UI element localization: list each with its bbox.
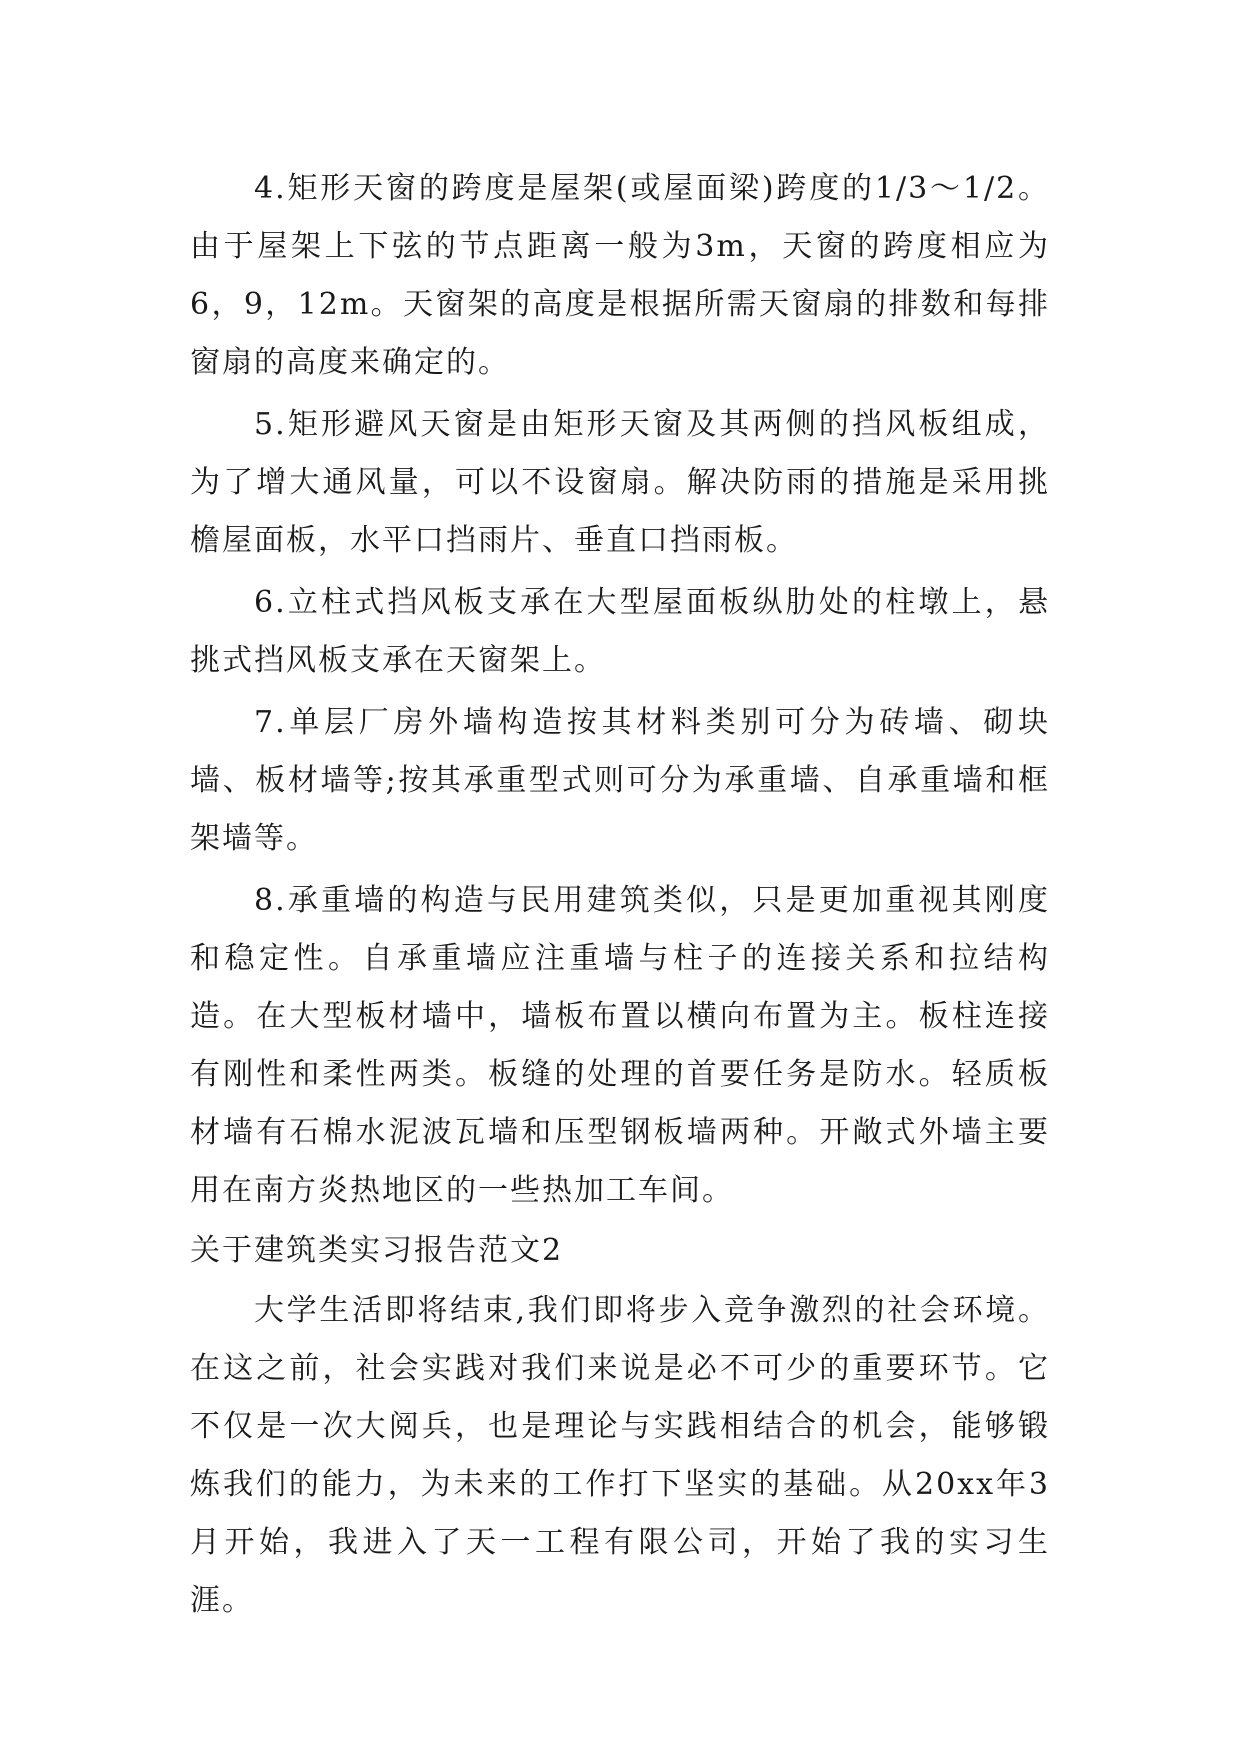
paragraph-item-8: 8.承重墙的构造与民用建筑类似，只是更加重视其刚度和稳定性。自承重墙应注重墙与柱子的连接关系和拉结构造。在大型板材墙中，墙板布置以横向布置为主。板柱连接有刚性和柔性两类。板缝的处理的首要任务是防水。轻质板材墙有石棉水泥波瓦墙和压型钢板墙两种。开敞式外墙主要用在南方炎热地区的一些热加工车间。 [190,883,1050,1208]
paragraph-item-5: 5.矩形避风天窗是由矩形天窗及其两侧的挡风板组成，为了增大通风量，可以不设窗扇。解决防雨的措施是采用挑檐屋面板，水平口挡雨片、垂直口挡雨板。 [190,407,1050,558]
paragraph-intro: 大学生活即将结束,我们即将步入竞争激烈的社会环境。在这之前，社会实践对我们来说是必不可少的重要环节。它不仅是一次大阅兵，也是理论与实践相结合的机会，能够锻炼我们的能力，为未来的工作打下坚实的基础。从20xx年3月开始，我进入了天一工程有限公司，开始了我的实习生涯。 [190,1293,1050,1618]
document-page [190,160,1050,1630]
paragraph-item-4: 4.矩形天窗的跨度是屋架(或屋面梁)跨度的1/3～1/2。由于屋架上下弦的节点距离一般为3m，天窗的跨度相应为6，9，12m。天窗架的高度是根据所需天窗扇的排数和每排窗扇的高度来确定的。 [190,171,1050,380]
paragraph-item-7: 7.单层厂房外墙构造按其材料类别可分为砖墙、砌块墙、板材墙等;按其承重型式则可分为承重墙、自承重墙和框架墙等。 [190,705,1050,856]
section-heading: 关于建筑类实习报告范文2 [190,1233,564,1268]
paragraph-item-6: 6.立柱式挡风板支承在大型屋面板纵肋处的柱墩上，悬挑式挡风板支承在天窗架上。 [190,585,1050,678]
